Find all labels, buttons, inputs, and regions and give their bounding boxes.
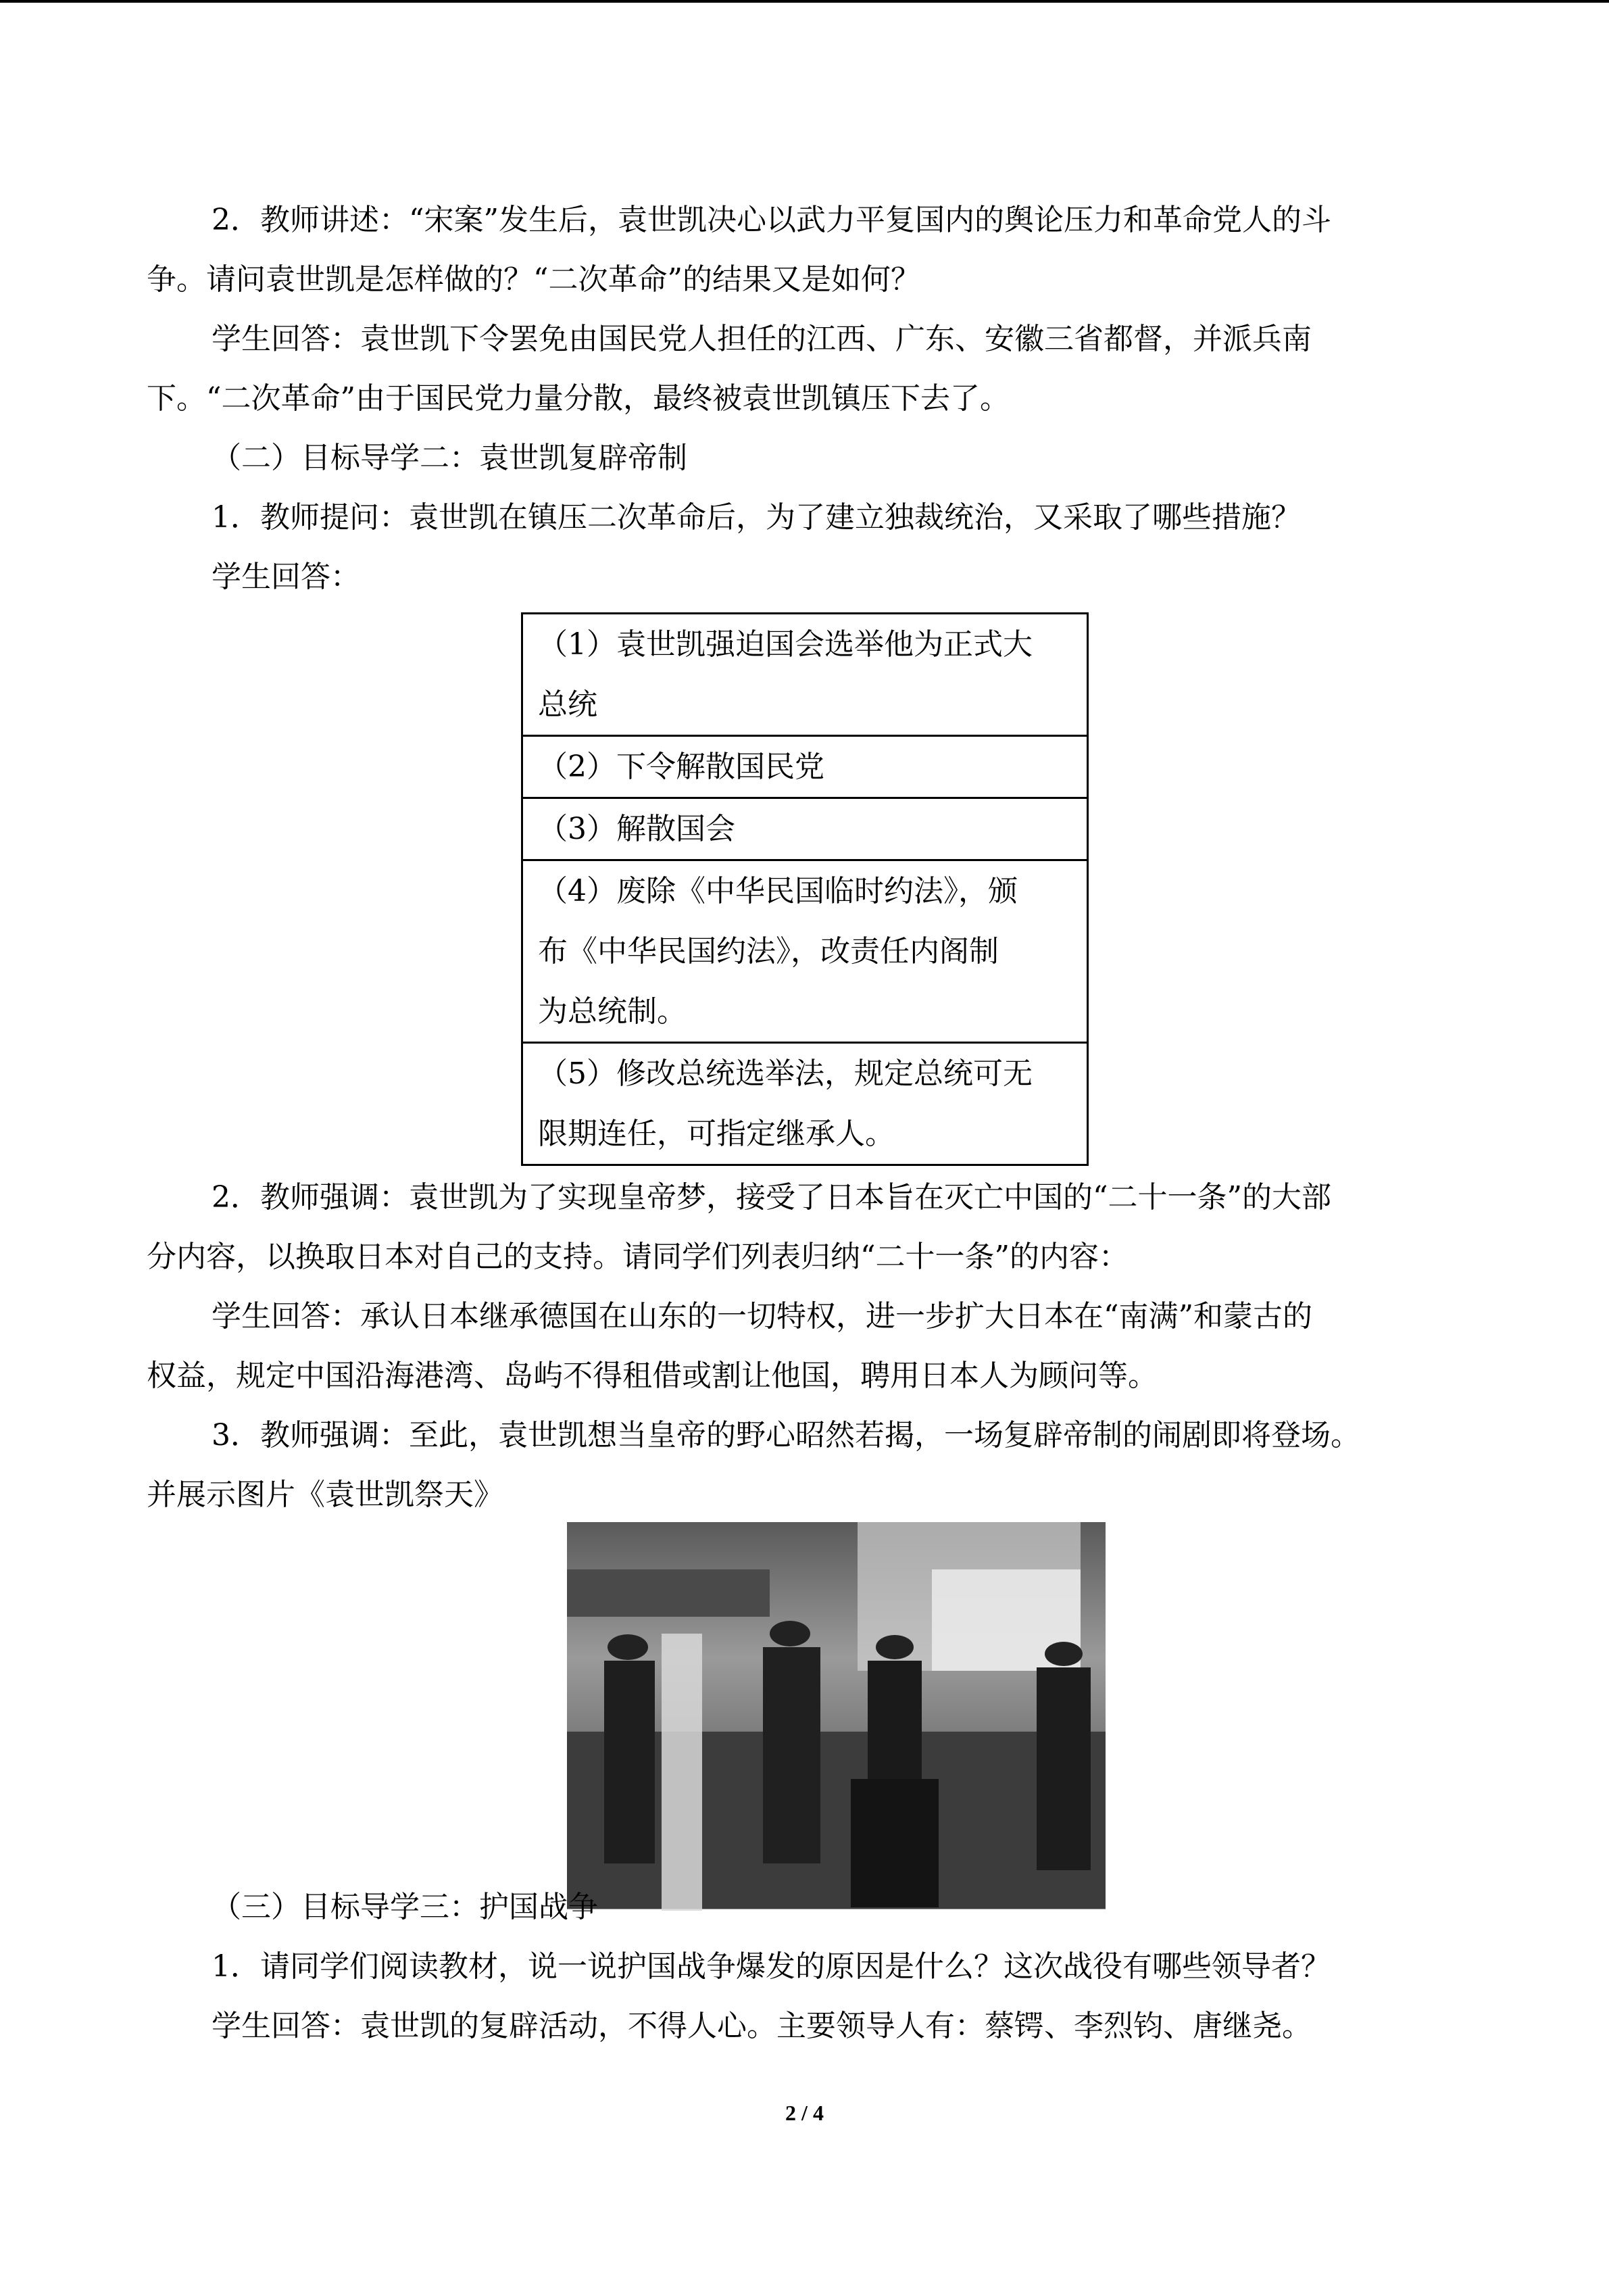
cell-line: 布《中华民国约法》，改责任内阁制 (538, 934, 999, 969)
table-cell (522, 798, 1088, 860)
paragraph-line: 学生回答：袁世凯下令罢免由国民党人担任的江西、广东、安徽三省都督，并派兵南 (212, 322, 1312, 356)
paragraph-line: 并展示图片《袁世凯祭天》 (147, 1477, 503, 1512)
paragraph-line: 学生回答：袁世凯的复辟活动，不得人心。主要领导人有：蔡锷、李烈钧、唐继尧。 (212, 2009, 1312, 2043)
cell-line: （5）修改总统选举法，规定总统可无 (538, 1056, 1033, 1091)
table-row (522, 798, 1088, 860)
paragraph-line: 权益，规定中国沿海港湾、岛屿不得租借或割让他国，聘用日本人为顾问等。 (147, 1359, 1158, 1393)
cell-line: （4）废除《中华民国临时约法》，颁 (538, 874, 1018, 908)
section-b (147, 1168, 1464, 1525)
table-cell (522, 614, 1088, 736)
paragraph-line: 2．教师强调：袁世凯为了实现皇帝梦，接受了日本旨在灭亡中国的“二十一条”的大部 (212, 1180, 1331, 1215)
table-row (522, 614, 1088, 736)
section-heading: （三）目标导学三：护国战争 (212, 1890, 598, 1924)
section-a (147, 191, 1464, 607)
table-cell (522, 860, 1088, 1043)
paragraph-line: 争。请问袁世凯是怎样做的？“二次革命”的结果又是如何？ (147, 262, 920, 297)
section-heading: （二）目标导学二：袁世凯复辟帝制 (212, 441, 687, 475)
cell-line: 为总统制。 (538, 994, 687, 1029)
paragraph-line: 下。“二次革命”由于国民党力量分散，最终被袁世凯镇压下去了。 (147, 381, 1010, 416)
paragraph-line: 3．教师强调：至此，袁世凯想当皇帝的野心昭然若揭，一场复辟帝制的闹剧即将登场。 (212, 1418, 1360, 1452)
cell-line: 限期连任，可指定继承人。 (538, 1117, 895, 1151)
cell-line: （3）解散国会 (538, 812, 735, 846)
paragraph-line: 2．教师讲述：“宋案”发生后，袁世凯决心以武力平复国内的舆论压力和革命党人的斗 (212, 203, 1331, 237)
section-c (147, 1878, 1464, 2056)
page-number: 2 / 4 (785, 2101, 824, 2125)
table-row (522, 860, 1088, 1043)
table-cell (522, 736, 1088, 798)
paragraph-line: 1．教师提问：袁世凯在镇压二次革命后，为了建立独裁统治，又采取了哪些措施？ (212, 500, 1301, 535)
paragraph-line: 学生回答：承认日本继承德国在山东的一切特权，进一步扩大日本在“南满”和蒙古的 (212, 1299, 1312, 1334)
paragraph-line: 1．请同学们阅读教材，说一说护国战争爆发的原因是什么？这次战役有哪些领导者？ (212, 1949, 1331, 1984)
paragraph-line: 分内容，以换取日本对自己的支持。请同学们列表归纳“二十一条”的内容： (147, 1240, 1129, 1274)
cell-line: （2）下令解散国民党 (538, 750, 824, 784)
table-row (522, 1043, 1088, 1165)
measures-table (521, 612, 1089, 1166)
paragraph-line: 学生回答： (212, 560, 360, 594)
table-row (522, 736, 1088, 798)
cell-line: （1）袁世凯强迫国会选举他为正式大 (538, 627, 1033, 662)
cell-line: 总统 (538, 687, 597, 722)
top-border-line (0, 0, 1609, 3)
table-cell (522, 1043, 1088, 1165)
